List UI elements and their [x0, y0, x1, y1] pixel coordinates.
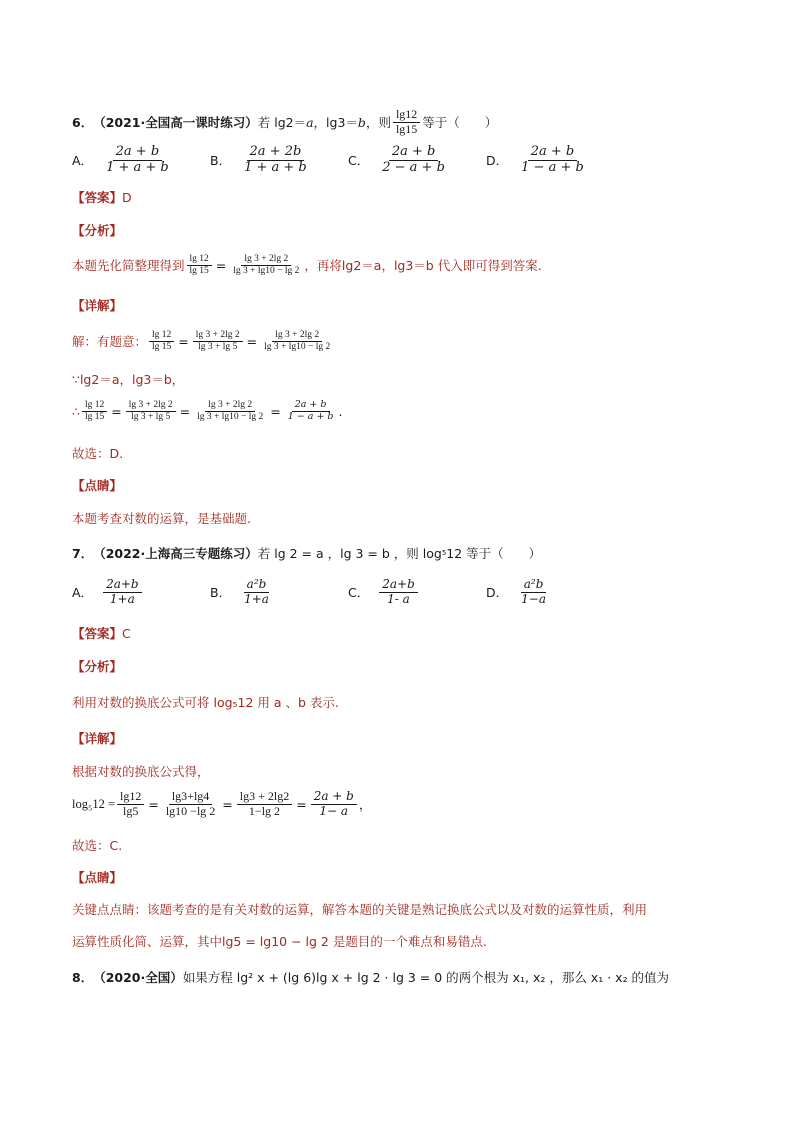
option-label: C． — [348, 585, 370, 601]
analysis-part1: 本题先化简整理得到 — [72, 258, 185, 274]
q6-because-line: ∵lg2＝a，lg3＝b， — [72, 372, 185, 387]
equals-sign: = — [222, 796, 233, 812]
point-heading: 【点睛】 — [72, 870, 123, 885]
detail-fraction-2 — [163, 790, 218, 819]
q6-option-b[interactable] — [210, 145, 312, 176]
equals-sign: = — [270, 403, 281, 419]
detail-fraction-2 — [193, 330, 243, 353]
equals-sign: = — [296, 796, 307, 812]
q6-stem-part4: 等于（ ） — [422, 115, 498, 131]
detail-heading: 【详解】 — [72, 731, 123, 746]
q7-option-b[interactable] — [210, 578, 274, 607]
q6-stem-part3: ，则 — [365, 115, 391, 131]
fraction-numerator: lg12 — [393, 108, 420, 123]
option-fraction — [379, 578, 418, 607]
q6-var-a: a — [306, 114, 314, 130]
q6-option-a[interactable] — [72, 145, 174, 176]
fraction-denominator: lg15 — [395, 121, 418, 136]
fraction-numerator: lg 12 — [187, 254, 212, 266]
q6-option-c[interactable] — [348, 145, 450, 176]
comma: ， — [358, 797, 372, 813]
fraction-numerator: lg 3 + 2lg 2 — [272, 330, 322, 342]
q6-source-tag: （2021·全国高一课时练习） — [93, 115, 258, 131]
option-label: B． — [210, 585, 232, 601]
q7-point-line2: 运算性质化简、运算，其中lg5 = lg10 − lg 2 是题目的一个难点和易错点. — [72, 934, 487, 949]
q6-choose: 故选：D. — [72, 446, 124, 461]
detail-fraction-3 — [237, 790, 292, 819]
answer-heading: 【答案】 — [72, 626, 123, 641]
fraction-numerator: lg3+lg4 — [169, 790, 212, 805]
fraction-denominator: 1−lg 2 — [248, 803, 281, 818]
q6-point-heading — [72, 476, 122, 494]
detail-fraction-1 — [117, 790, 144, 819]
q6-detail-heading — [72, 296, 122, 314]
fraction-denominator: 1− a — [319, 803, 349, 818]
fraction-numerator: 2a+b — [379, 578, 418, 593]
option-label: A． — [72, 585, 94, 601]
q6-stem — [72, 108, 497, 137]
q6-stem-fraction — [393, 108, 420, 137]
option-fraction — [241, 145, 310, 176]
fraction-numerator: 2a + b — [311, 790, 357, 805]
q7-stem-part1: 若 lg 2 = a ，lg 3 = b ，则 log — [257, 546, 442, 561]
option-label: D． — [486, 153, 509, 169]
fraction-numerator: lg 12 — [82, 400, 107, 412]
fraction-denominator: 1 − a + b — [287, 410, 334, 422]
q7-point-heading — [72, 868, 122, 886]
q6-number: 6． — [72, 115, 94, 131]
option-fraction — [518, 578, 549, 607]
fraction-denominator: lg 3 + lg 5 — [198, 341, 238, 352]
fraction-numerator: 2a + 2b — [247, 145, 305, 161]
fraction-numerator: lg12 — [117, 790, 144, 805]
therefore-fraction-2 — [126, 400, 176, 423]
answer-value: C — [122, 625, 131, 641]
fraction-denominator: lg10 −lg 2 — [165, 803, 216, 818]
option-fraction — [103, 145, 172, 176]
fraction-numerator: lg 3 + 2lg 2 — [193, 330, 243, 342]
fraction-numerator: a²b — [521, 578, 547, 593]
q6-therefore-line — [72, 400, 342, 423]
q6-option-d[interactable] — [486, 145, 589, 176]
q6-point-text: 本题考查对数的运算，是基础题. — [72, 511, 251, 526]
q6-stem-part1: 若 lg2＝ — [257, 115, 307, 131]
q7-analysis-text: 利用对数的换底公式可将 log₅12 用 a 、b 表示. — [72, 695, 339, 710]
q8-source-tag: （2020·全国） — [93, 970, 183, 985]
period: . — [338, 403, 343, 419]
q7-log-base: 5 — [441, 549, 447, 557]
point-heading: 【点睛】 — [72, 478, 123, 493]
option-fraction — [379, 145, 448, 176]
q7-detail-equation — [72, 790, 371, 819]
option-fraction — [103, 578, 142, 607]
equals-sign: = — [246, 333, 258, 349]
detail-heading: 【详解】 — [72, 298, 123, 313]
fraction-denominator: 1 + a + b — [106, 159, 169, 175]
fraction-numerator: 2a + b — [389, 145, 439, 161]
q8-number: 8． — [72, 970, 94, 985]
option-label: A． — [72, 153, 94, 169]
fraction-denominator: 2 − a + b — [382, 159, 445, 175]
option-label: B． — [210, 153, 232, 169]
q7-answer — [72, 624, 131, 642]
log-expression: log₅12 = — [72, 796, 116, 811]
q7-option-d[interactable] — [486, 578, 551, 607]
analysis-fraction-1 — [187, 254, 212, 277]
fraction-numerator: lg 3 + 2lg 2 — [126, 400, 176, 412]
therefore-symbol: ∴ — [72, 403, 80, 419]
fraction-denominator: lg 3 + lg10 − lg 2 — [197, 411, 264, 422]
q7-option-a[interactable] — [72, 578, 144, 607]
fraction-numerator: lg 12 — [149, 330, 174, 342]
fraction-denominator: 1- a — [387, 591, 410, 606]
analysis-part2: ，再将 — [304, 258, 342, 274]
q6-analysis-text — [72, 254, 542, 277]
q7-detail-intro: 根据对数的换底公式得， — [72, 764, 210, 779]
fraction-numerator: 2a + b — [292, 400, 330, 412]
answer-value: D — [122, 189, 132, 205]
option-fraction — [241, 578, 272, 607]
q6-answer — [72, 188, 132, 206]
fraction-numerator: 2a + b — [113, 145, 163, 161]
fraction-numerator: lg3 + 2lg2 — [237, 790, 292, 805]
q6-detail-line1 — [72, 330, 335, 353]
equals-sign: = — [148, 796, 159, 812]
q6-var-b: b — [357, 114, 366, 130]
q7-analysis-heading — [72, 657, 122, 675]
fraction-numerator: 2a+b — [103, 578, 142, 593]
fraction-numerator: 2a + b — [528, 145, 578, 161]
analysis-part3: lg2＝a，lg3＝b 代入即可得到答案. — [341, 258, 542, 274]
equals-sign: = — [178, 333, 189, 349]
equals-sign: = — [111, 403, 122, 419]
therefore-fraction-3 — [194, 400, 266, 423]
fraction-denominator: 1+a — [109, 591, 135, 606]
option-label: D． — [486, 585, 509, 601]
option-label: C． — [348, 153, 370, 169]
q7-stem — [72, 544, 541, 562]
analysis-fraction-2 — [230, 254, 302, 277]
q7-source-tag: （2022·上海高三专题练习） — [93, 546, 258, 561]
fraction-denominator: lg 15 — [84, 411, 105, 422]
q8-stem-text: 如果方程 lg² x + (lg 6)lg x + lg 2 · lg 3 = 0 的两个根为 x₁, x₂ ，那么 x₁ · x₂ 的值为 — [182, 970, 670, 985]
fraction-numerator: lg 3 + 2lg 2 — [241, 254, 291, 266]
detail-fraction-1 — [149, 330, 174, 353]
fraction-denominator: 1+a — [244, 591, 269, 606]
option-fraction — [518, 145, 587, 176]
q7-detail-heading — [72, 729, 122, 747]
answer-heading: 【答案】 — [72, 190, 123, 205]
q8-stem — [72, 968, 669, 986]
q7-option-c[interactable] — [348, 578, 420, 607]
analysis-heading: 【分析】 — [72, 223, 123, 238]
fraction-denominator: lg 15 — [152, 341, 172, 352]
fraction-denominator: lg 3 + lg10 − lg 2 — [264, 341, 331, 352]
detail-intro: 解：有题意： — [72, 334, 148, 350]
fraction-denominator: lg 3 + lg 5 — [131, 411, 171, 422]
therefore-fraction-4 — [285, 400, 337, 423]
equals-sign: = — [215, 257, 227, 273]
q7-choose: 故选：C. — [72, 838, 123, 853]
fraction-denominator: lg 15 — [189, 265, 209, 276]
q7-point-line1: 关键点点睛：该题考查的是有关对数的运算，解答本题的关键是熟记换底公式以及对数的运算性质，利用 — [72, 902, 648, 917]
analysis-heading: 【分析】 — [72, 659, 123, 674]
detail-fraction-3 — [261, 330, 333, 353]
q6-analysis-heading — [72, 221, 122, 239]
therefore-fraction-1 — [82, 400, 107, 423]
equals-sign: = — [179, 403, 191, 419]
q7-number: 7． — [72, 546, 94, 561]
fraction-denominator: 1−a — [521, 591, 546, 606]
detail-fraction-4 — [311, 790, 357, 819]
fraction-denominator: lg 3 + lg10 − lg 2 — [233, 265, 300, 276]
q6-stem-part2: ，lg3＝ — [313, 115, 358, 131]
fraction-numerator: lg 3 + 2lg 2 — [205, 400, 255, 412]
fraction-denominator: lg5 — [123, 803, 139, 818]
fraction-denominator: 1 + a + b — [244, 159, 307, 175]
fraction-numerator: a²b — [244, 578, 270, 593]
fraction-denominator: 1 − a + b — [521, 159, 584, 175]
q7-stem-part2: 12 等于（ ） — [446, 546, 542, 561]
